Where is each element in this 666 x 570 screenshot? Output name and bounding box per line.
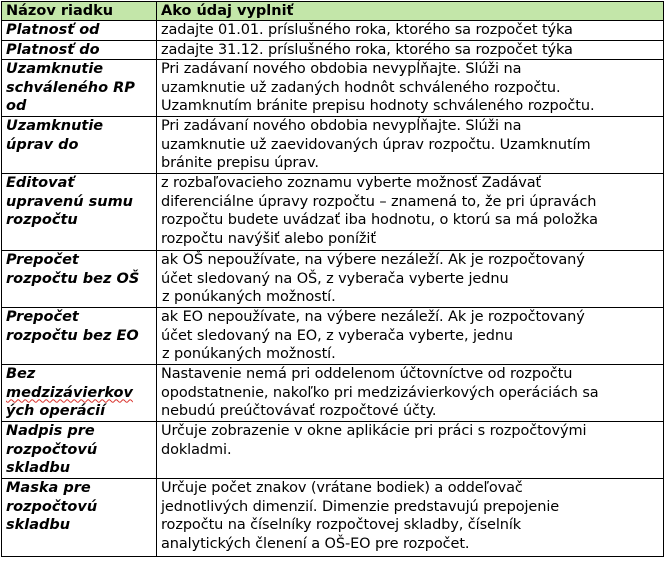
table-row [2, 60, 664, 117]
row-name [2, 174, 157, 251]
row-description-line: bránite prepisu úprav. [161, 155, 319, 171]
row-description-line: diferenciálne úpravy rozpočtu – znamená to, že pri úpravách [161, 193, 597, 210]
table-row [2, 365, 664, 422]
row-name [2, 60, 157, 117]
row-description [157, 60, 664, 117]
row-description [157, 251, 664, 308]
row-description-line: Pri zadávaní nového obdobia nevypĺňajte. Slúži na [161, 118, 522, 134]
row-name-line: od [6, 98, 27, 114]
row-description-line: dokladmi. [161, 441, 232, 458]
table-row [2, 40, 664, 60]
row-description-line: rozpočtu budete uvádzať iba hodnotu, o ktorú sa má položka [161, 212, 598, 228]
row-description-line: jednotlivých dimenzií. Dimenzie predstavujú prepojenie [161, 498, 560, 515]
row-name-line: Uzamknutie [6, 118, 104, 134]
row-name [2, 365, 157, 422]
row-description-line: uzamknutie už zadaných hodnôt schváleného rozpočtu. [161, 79, 561, 96]
row-description-line: účet sledovaný na OŠ, z vyberača vyberte jednu [161, 270, 509, 287]
row-description-line: ak OŠ nepoužívate, na výbere nezáleží. Ak je rozpočtovaný [161, 252, 585, 268]
row-name-line: Prepočet [6, 309, 79, 325]
row-description-line: ak EO nepoužívate, na výbere nezáleží. Ak je rozpočtovaný [161, 309, 585, 325]
table-row [2, 251, 664, 308]
header-how-to-fill: Ako údaj vyplniť [157, 2, 664, 21]
row-name-line: úprav do [6, 136, 79, 153]
row-description-line: zadajte 31.12. príslušného roka, ktorého sa rozpočet týka [161, 41, 573, 58]
row-name [2, 251, 157, 308]
table-row [2, 479, 664, 557]
row-description [157, 479, 664, 557]
row-name-line: rozpočtu bez EO [6, 327, 139, 344]
row-description-line: zadajte 01.01. príslušného roka, ktorého sa rozpočet týka [161, 22, 573, 38]
row-description-line: z rozbaľovacieho zoznamu vyberte možnosť Zadávať [161, 175, 542, 191]
row-description [157, 40, 664, 60]
table-row [2, 308, 664, 365]
row-description-line: nebudú preúčtovávať rozpočtové účty. [161, 403, 437, 419]
row-name-line: Bez [6, 366, 36, 382]
row-name-line: rozpočtovú [6, 498, 98, 515]
row-description-line: Určuje počet znakov (vrátane bodiek) a oddeľovač [161, 480, 523, 496]
row-description [157, 365, 664, 422]
row-description-line: Pri zadávaní nového obdobia nevypĺňajte. Slúži na [161, 61, 522, 77]
row-description-line: Uzamknutím bránite prepisu hodnoty schváleného rozpočtu. [161, 98, 595, 114]
row-name-line: Platnosť od [6, 22, 100, 38]
table-row [2, 21, 664, 41]
row-description-line: opodstatnenie, nakoľko pri medzizávierkových operáciách sa [161, 384, 599, 401]
row-name [2, 40, 157, 60]
row-name-line: rozpočtu [6, 212, 78, 228]
row-description-line: z ponúkaných možností. [162, 346, 336, 362]
row-name-line: skladbu [6, 517, 71, 533]
row-name-line: ých operácií [6, 403, 106, 419]
row-name-line: medzizávierkov [6, 384, 133, 401]
row-description-line: rozpočtu navýšiť alebo ponížiť [161, 230, 376, 247]
row-description-line: Nastavenie nemá pri oddelenom účtovníctve od rozpočtu [161, 366, 573, 382]
header-row-name: Názov riadku [2, 2, 157, 21]
row-description-line: analytických členení a OŠ-EO pre rozpočet. [161, 535, 470, 552]
row-description [157, 117, 664, 174]
row-name [2, 422, 157, 479]
row-description [157, 422, 664, 479]
row-description [157, 308, 664, 365]
row-name-line: Maska pre [6, 480, 91, 496]
row-name-line: rozpočtovú [6, 441, 98, 458]
row-name [2, 117, 157, 174]
row-name-line: Platnosť do [6, 41, 100, 58]
row-name-line: Uzamknutie [6, 61, 104, 77]
table-header-row [2, 2, 664, 21]
row-description-line: z ponúkaných možností. [162, 289, 336, 305]
table-row [2, 174, 664, 251]
row-name-line: upravenú sumu [6, 193, 134, 210]
row-name-line: Editovať [6, 175, 75, 191]
row-description-line: uzamknutie už zaevidovaných úprav rozpočtu. Uzamknutím [161, 136, 591, 153]
row-description-line: rozpočtu na číselníky rozpočtovej skladby, číselník [161, 517, 522, 533]
row-name-line: Nadpis pre [6, 423, 95, 439]
table-row [2, 422, 664, 479]
row-description-line: Určuje zobrazenie v okne aplikácie pri práci s rozpočtovými [161, 423, 587, 439]
definition-table [1, 1, 664, 557]
row-name-line: rozpočtu bez OŠ [6, 270, 140, 287]
row-description [157, 174, 664, 251]
row-name [2, 308, 157, 365]
row-description-line: účet sledovaný na EO, z vyberača vyberte, jednu [161, 327, 514, 344]
table-row [2, 117, 664, 174]
row-name-line: skladbu [6, 460, 71, 476]
row-description [157, 21, 664, 41]
row-name-line: schváleného RP [6, 79, 135, 96]
row-name [2, 21, 157, 41]
row-name-line: Prepočet [6, 252, 79, 268]
row-name [2, 479, 157, 557]
